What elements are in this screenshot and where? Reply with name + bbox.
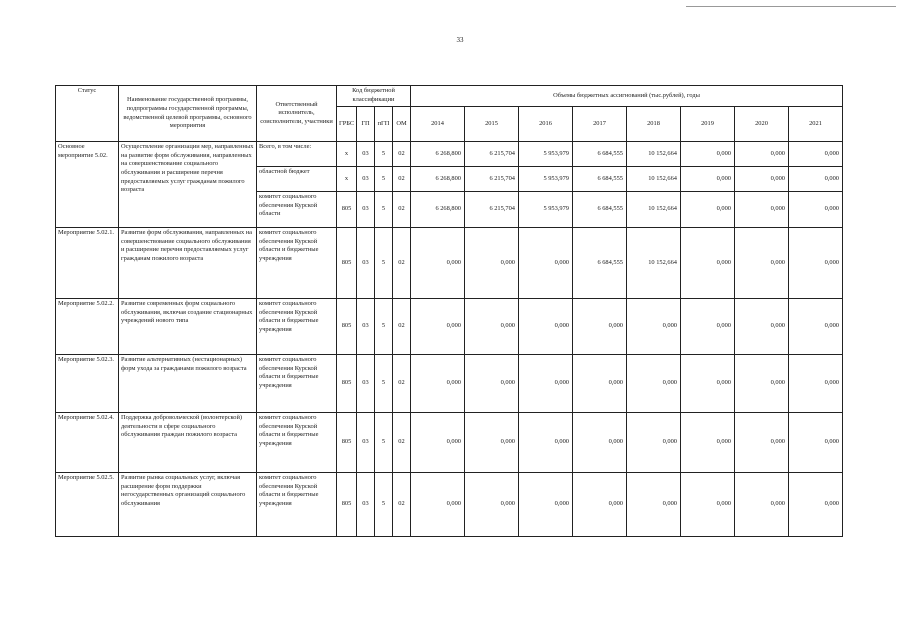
- value-cell: 0,000: [735, 192, 789, 228]
- code-cell: 805: [337, 355, 357, 413]
- code-cell: 5: [375, 167, 393, 192]
- header-code-grbs: ГРБС: [337, 107, 357, 142]
- responsible-cell: комитет социального обеспечения Курской области и бюджетные учреждения: [257, 473, 337, 537]
- name-cell: Осуществление организации мер, направленных на развитие форм обслуживания, направленных на совершенствование социального обслуживания и расширение перечня предоставляемых услуг гражданам пожилого возраста: [119, 142, 257, 228]
- code-cell: 02: [393, 355, 411, 413]
- code-cell: 03: [357, 142, 375, 167]
- header-responsible: Ответственный исполнитель, соисполнители, участники: [257, 86, 337, 142]
- responsible-cell: Всего, в том числе:: [257, 142, 337, 167]
- value-cell: 5 953,979: [519, 192, 573, 228]
- code-cell: 5: [375, 192, 393, 228]
- value-cell: 0,000: [681, 473, 735, 537]
- value-cell: 0,000: [681, 167, 735, 192]
- value-cell: 0,000: [789, 299, 843, 355]
- value-cell: 6 684,555: [573, 228, 627, 299]
- header-year: 2021: [789, 107, 843, 142]
- code-cell: 03: [357, 355, 375, 413]
- header-budget-code: Код бюджетной классификации: [337, 86, 411, 107]
- header-code-gp: ГП: [357, 107, 375, 142]
- value-cell: 0,000: [681, 228, 735, 299]
- value-cell: 0,000: [465, 355, 519, 413]
- name-cell: Развитие современных форм социального обслуживания, включая создание стационарных учреждений нового типа: [119, 299, 257, 355]
- value-cell: 0,000: [735, 228, 789, 299]
- header-year: 2019: [681, 107, 735, 142]
- value-cell: 0,000: [789, 473, 843, 537]
- value-cell: 6 215,704: [465, 142, 519, 167]
- value-cell: 0,000: [735, 167, 789, 192]
- code-cell: 03: [357, 473, 375, 537]
- code-cell: 805: [337, 299, 357, 355]
- code-cell: 805: [337, 413, 357, 473]
- code-cell: 03: [357, 299, 375, 355]
- value-cell: 0,000: [681, 142, 735, 167]
- code-cell: 805: [337, 473, 357, 537]
- value-cell: 0,000: [573, 299, 627, 355]
- table-row: [56, 228, 843, 299]
- header-year: 2014: [411, 107, 465, 142]
- status-cell: Мероприятие 5.02.3.: [56, 355, 119, 413]
- value-cell: 0,000: [627, 473, 681, 537]
- value-cell: 0,000: [735, 355, 789, 413]
- code-cell: 5: [375, 413, 393, 473]
- code-cell: 02: [393, 142, 411, 167]
- status-cell: Мероприятие 5.02.1.: [56, 228, 119, 299]
- responsible-cell: комитет социального обеспечения Курской области и бюджетные учреждения: [257, 299, 337, 355]
- value-cell: 0,000: [681, 192, 735, 228]
- value-cell: 6 684,555: [573, 167, 627, 192]
- code-cell: 02: [393, 299, 411, 355]
- value-cell: 10 152,664: [627, 192, 681, 228]
- value-cell: 0,000: [789, 355, 843, 413]
- table-row: [56, 413, 843, 473]
- value-cell: 6 215,704: [465, 167, 519, 192]
- header-status: Статус: [56, 86, 119, 142]
- value-cell: 0,000: [411, 473, 465, 537]
- value-cell: 0,000: [465, 413, 519, 473]
- table-row: [56, 299, 843, 355]
- value-cell: 0,000: [627, 299, 681, 355]
- value-cell: 10 152,664: [627, 228, 681, 299]
- header-name: Наименование государственной программы, подпрограммы государственной программы, ведомственной целевой программы, основного мероприятия: [119, 86, 257, 142]
- code-cell: 02: [393, 192, 411, 228]
- value-cell: 0,000: [735, 299, 789, 355]
- name-cell: Поддержка добровольческой (волонтерской) деятельности в сфере социального обслуживания граждан пожилого возраста: [119, 413, 257, 473]
- code-cell: 5: [375, 228, 393, 299]
- value-cell: 6 268,800: [411, 142, 465, 167]
- header-code-pgp: пГП: [375, 107, 393, 142]
- code-cell: х: [337, 142, 357, 167]
- budget-table: [55, 85, 843, 537]
- value-cell: 0,000: [411, 355, 465, 413]
- value-cell: 0,000: [573, 413, 627, 473]
- header-volumes: Объемы бюджетных ассигнований (тыс.рублей), годы: [411, 86, 843, 107]
- name-cell: Развитие альтернативных (нестационарных) форм ухода за гражданами пожилого возраста: [119, 355, 257, 413]
- header-year: 2018: [627, 107, 681, 142]
- header-rule: [686, 6, 896, 7]
- status-cell: Мероприятие 5.02.5.: [56, 473, 119, 537]
- value-cell: 0,000: [519, 473, 573, 537]
- code-cell: 02: [393, 473, 411, 537]
- value-cell: 0,000: [735, 473, 789, 537]
- code-cell: 5: [375, 142, 393, 167]
- value-cell: 0,000: [627, 355, 681, 413]
- responsible-cell: комитет социального обеспечения Курской области и бюджетные учреждения: [257, 228, 337, 299]
- code-cell: 03: [357, 228, 375, 299]
- header-year: 2015: [465, 107, 519, 142]
- code-cell: 5: [375, 355, 393, 413]
- name-cell: Развитие рынка социальных услуг, включая расширение форм поддержки негосударственных организаций социального обслуживания: [119, 473, 257, 537]
- code-cell: 03: [357, 192, 375, 228]
- value-cell: 6 268,800: [411, 167, 465, 192]
- value-cell: 0,000: [411, 228, 465, 299]
- value-cell: 0,000: [681, 355, 735, 413]
- value-cell: 0,000: [519, 299, 573, 355]
- table-header: [56, 86, 843, 142]
- value-cell: 0,000: [681, 413, 735, 473]
- value-cell: 0,000: [411, 413, 465, 473]
- value-cell: 0,000: [789, 142, 843, 167]
- value-cell: 0,000: [519, 228, 573, 299]
- name-cell: Развитие форм обслуживания, направленных на совершенствование социального обслуживания и расширение перечня предоставляемых услуг гражданам пожилого возраста: [119, 228, 257, 299]
- code-cell: 02: [393, 413, 411, 473]
- value-cell: 10 152,664: [627, 142, 681, 167]
- code-cell: 805: [337, 228, 357, 299]
- value-cell: 0,000: [519, 355, 573, 413]
- value-cell: 0,000: [627, 413, 681, 473]
- code-cell: 03: [357, 167, 375, 192]
- table-row: [56, 142, 843, 167]
- status-cell: Основное мероприятие 5.02.: [56, 142, 119, 228]
- value-cell: 5 953,979: [519, 167, 573, 192]
- value-cell: 0,000: [519, 413, 573, 473]
- value-cell: 0,000: [789, 228, 843, 299]
- responsible-cell: комитет социального обеспечения Курской области: [257, 192, 337, 228]
- value-cell: 10 152,664: [627, 167, 681, 192]
- value-cell: 6 215,704: [465, 192, 519, 228]
- status-cell: Мероприятие 5.02.2.: [56, 299, 119, 355]
- value-cell: 6 684,555: [573, 142, 627, 167]
- value-cell: 0,000: [573, 473, 627, 537]
- value-cell: 0,000: [681, 299, 735, 355]
- value-cell: 0,000: [735, 413, 789, 473]
- value-cell: 6 684,555: [573, 192, 627, 228]
- value-cell: 0,000: [789, 192, 843, 228]
- header-code-om: ОМ: [393, 107, 411, 142]
- value-cell: 0,000: [465, 228, 519, 299]
- table-body: [56, 142, 843, 537]
- code-cell: 5: [375, 473, 393, 537]
- value-cell: 0,000: [789, 413, 843, 473]
- value-cell: 6 268,800: [411, 192, 465, 228]
- header-year: 2017: [573, 107, 627, 142]
- table-row: [56, 355, 843, 413]
- code-cell: 03: [357, 413, 375, 473]
- value-cell: 0,000: [573, 355, 627, 413]
- value-cell: 0,000: [465, 473, 519, 537]
- responsible-cell: комитет социального обеспечения Курской области и бюджетные учреждения: [257, 413, 337, 473]
- code-cell: 02: [393, 228, 411, 299]
- header-year: 2016: [519, 107, 573, 142]
- page-number: 33: [456, 36, 464, 44]
- table-row: [56, 473, 843, 537]
- value-cell: 5 953,979: [519, 142, 573, 167]
- value-cell: 0,000: [735, 142, 789, 167]
- code-cell: 5: [375, 299, 393, 355]
- responsible-cell: областной бюджет: [257, 167, 337, 192]
- code-cell: 805: [337, 192, 357, 228]
- status-cell: Мероприятие 5.02.4.: [56, 413, 119, 473]
- value-cell: 0,000: [465, 299, 519, 355]
- value-cell: 0,000: [411, 299, 465, 355]
- value-cell: 0,000: [789, 167, 843, 192]
- responsible-cell: комитет социального обеспечения Курской области и бюджетные учреждения: [257, 355, 337, 413]
- header-year: 2020: [735, 107, 789, 142]
- code-cell: 02: [393, 167, 411, 192]
- code-cell: х: [337, 167, 357, 192]
